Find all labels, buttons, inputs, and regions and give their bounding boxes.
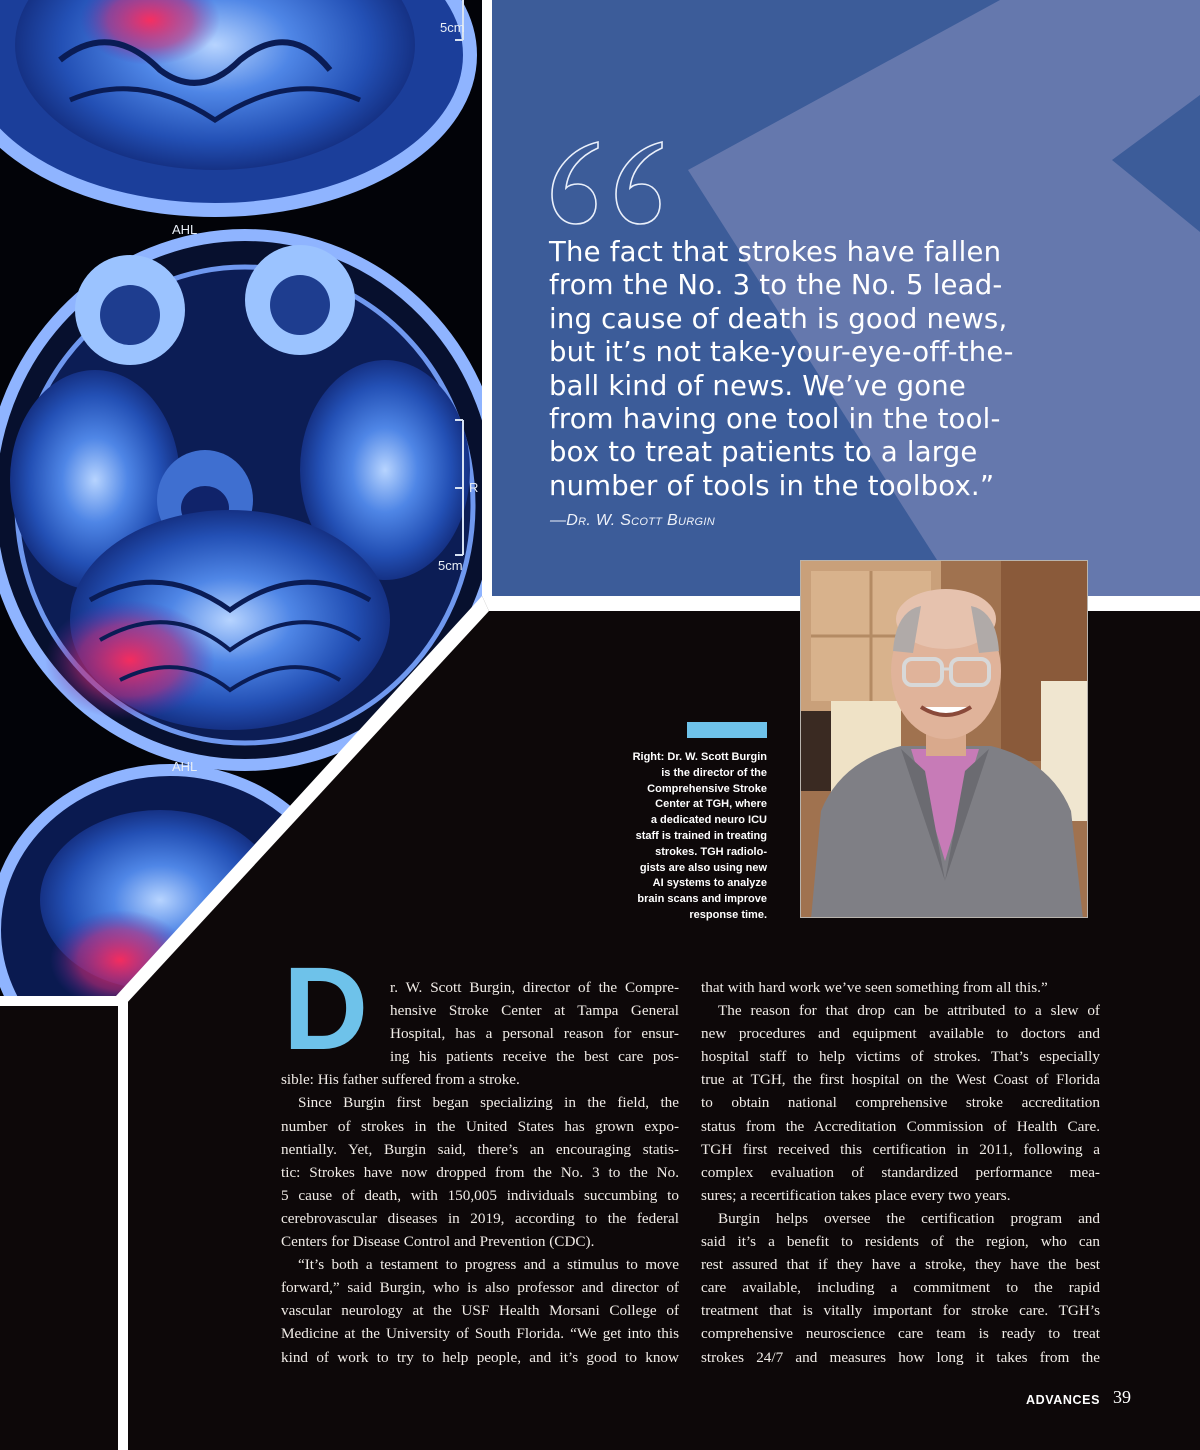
- article-line: rest assured that if they have a stroke, they have the best: [701, 1256, 1100, 1274]
- pull-quote-line: ing cause of death is good news,: [549, 302, 1008, 335]
- article-line: care available, including a commitment to the rapid: [701, 1279, 1100, 1297]
- portrait-photo: [800, 560, 1088, 918]
- article-line: The reason for that drop can be attributed to a slew of: [718, 1002, 1100, 1020]
- article-line: complex evaluation of standardized performance mea-: [701, 1163, 1100, 1181]
- article-line: vascular neurology at the USF Health Morsani College of: [281, 1302, 679, 1320]
- pull-quote-line: The fact that strokes have fallen: [549, 236, 1002, 268]
- mri-orientation-label: AHL: [172, 222, 198, 237]
- article-line: said it’s a benefit to residents of the region, who can: [701, 1233, 1100, 1251]
- article-line: tic: Strokes have now dropped from the No. 3 to the No.: [281, 1163, 679, 1181]
- caption-line: gists are also using new: [639, 861, 767, 874]
- pull-quote: [549, 236, 1019, 503]
- article-line: Hospital, has a personal reason for ensur-: [390, 1025, 679, 1043]
- article-line: status from the Accreditation Commission of Health Care.: [701, 1117, 1100, 1135]
- article-line: “It’s both a testament to progress and a stimulus to move: [298, 1256, 679, 1274]
- mri-side-label: R: [469, 480, 479, 495]
- article-line: sures; a recertification takes place every two years.: [701, 1186, 1011, 1204]
- article-line: true at TGH, the first hospital on the West Coast of Florida: [701, 1071, 1100, 1089]
- caption-line: Comprehensive Stroke: [647, 782, 767, 795]
- caption-line: a dedicated neuro ICU: [650, 814, 767, 827]
- article-line: TGH first received this certification in 2011, following a: [701, 1140, 1100, 1158]
- portrait-illustration: [801, 561, 1088, 918]
- caption-line: brain scans and improve: [637, 893, 767, 906]
- drop-cap: D: [283, 943, 369, 1075]
- article-line: r. W. Scott Burgin, director of the Compre-: [390, 979, 679, 996]
- pull-quote-line: box to treat patients to a large: [549, 436, 978, 469]
- article-line: Centers for Disease Control and Prevention (CDC).: [281, 1233, 595, 1251]
- pull-quote-line: ball kind of news. We’ve gone: [549, 369, 967, 402]
- article-line: ing his patients receive the best care pos-: [390, 1048, 679, 1066]
- caption-line: Center at TGH, where: [655, 798, 767, 811]
- pull-quote-line: but it’s not take-your-eye-off-the-: [549, 336, 1014, 369]
- caption-line: response time.: [689, 908, 767, 921]
- caption-line: strokes. TGH radiolo-: [655, 845, 767, 858]
- article-line: new procedures and equipment available to doctors and: [701, 1025, 1100, 1043]
- article-line: hospital staff to help victims of strokes. That’s especially: [701, 1048, 1100, 1066]
- article-line: that with hard work we’ve seen something from all this.”: [701, 979, 1048, 996]
- article-line: to obtain national comprehensive stroke accreditation: [701, 1094, 1100, 1112]
- mri-scale-label-middle: 5cm: [438, 558, 463, 573]
- article-line: cerebrovascular diseases in 2019, according to the federal: [281, 1209, 679, 1227]
- caption-line: staff is trained in treating: [635, 829, 767, 842]
- quote-mark-icon: [548, 136, 670, 228]
- caption-line: AI systems to analyze: [652, 877, 767, 890]
- caption-line: is the director of the: [661, 766, 767, 779]
- article-line: hensive Stroke Center at Tampa General: [390, 1002, 679, 1020]
- article-line: sible: His father suffered from a stroke.: [281, 1071, 520, 1089]
- pull-quote-line: from the No. 3 to the No. 5 lead-: [549, 269, 1003, 302]
- article-line: nentially. Yet, Burgin said, there’s an encouraging statis-: [281, 1140, 679, 1158]
- article-line: forward,” said Burgin, who is also professor and director of: [281, 1279, 679, 1297]
- mri-scale-label-top: 5cm: [440, 20, 465, 35]
- article-line: Since Burgin first began specializing in the field, the: [298, 1094, 679, 1112]
- article-line: Medicine at the University of South Florida. “We get into this: [281, 1325, 679, 1343]
- article-line: treatment that is vitally important for stroke care. TGH’s: [701, 1302, 1100, 1320]
- article-column-right: [701, 976, 1100, 1369]
- article-line: 5 cause of death, with 150,005 individuals succumbing to: [281, 1186, 679, 1204]
- article-line: comprehensive neuroscience care team is ready to treat: [701, 1325, 1100, 1343]
- pull-quote-line: from having one tool in the tool-: [549, 403, 1001, 436]
- page-number: 39: [1113, 1387, 1131, 1407]
- article-column-left: [281, 976, 679, 1369]
- photo-caption: [590, 750, 767, 924]
- pull-quote-line: number of tools in the toolbox.”: [549, 469, 995, 502]
- article-line: strokes 24/7 and measures how long it takes from the: [701, 1348, 1100, 1366]
- quote-attribution: —Dr. W. Scott Burgin: [550, 512, 715, 529]
- mri-orientation-label-lower: AHL: [172, 759, 198, 774]
- caption-line: Right: Dr. W. Scott Burgin: [632, 751, 767, 763]
- article-line: Burgin helps oversee the certification program and: [718, 1209, 1100, 1227]
- publication-name: ADVANCES: [1026, 1393, 1101, 1407]
- caption-accent-bar: [687, 722, 767, 738]
- article-line: number of strokes in the United States has grown expo-: [281, 1117, 679, 1135]
- article-line: kind of work to try to help people, and it’s good to know: [281, 1348, 679, 1366]
